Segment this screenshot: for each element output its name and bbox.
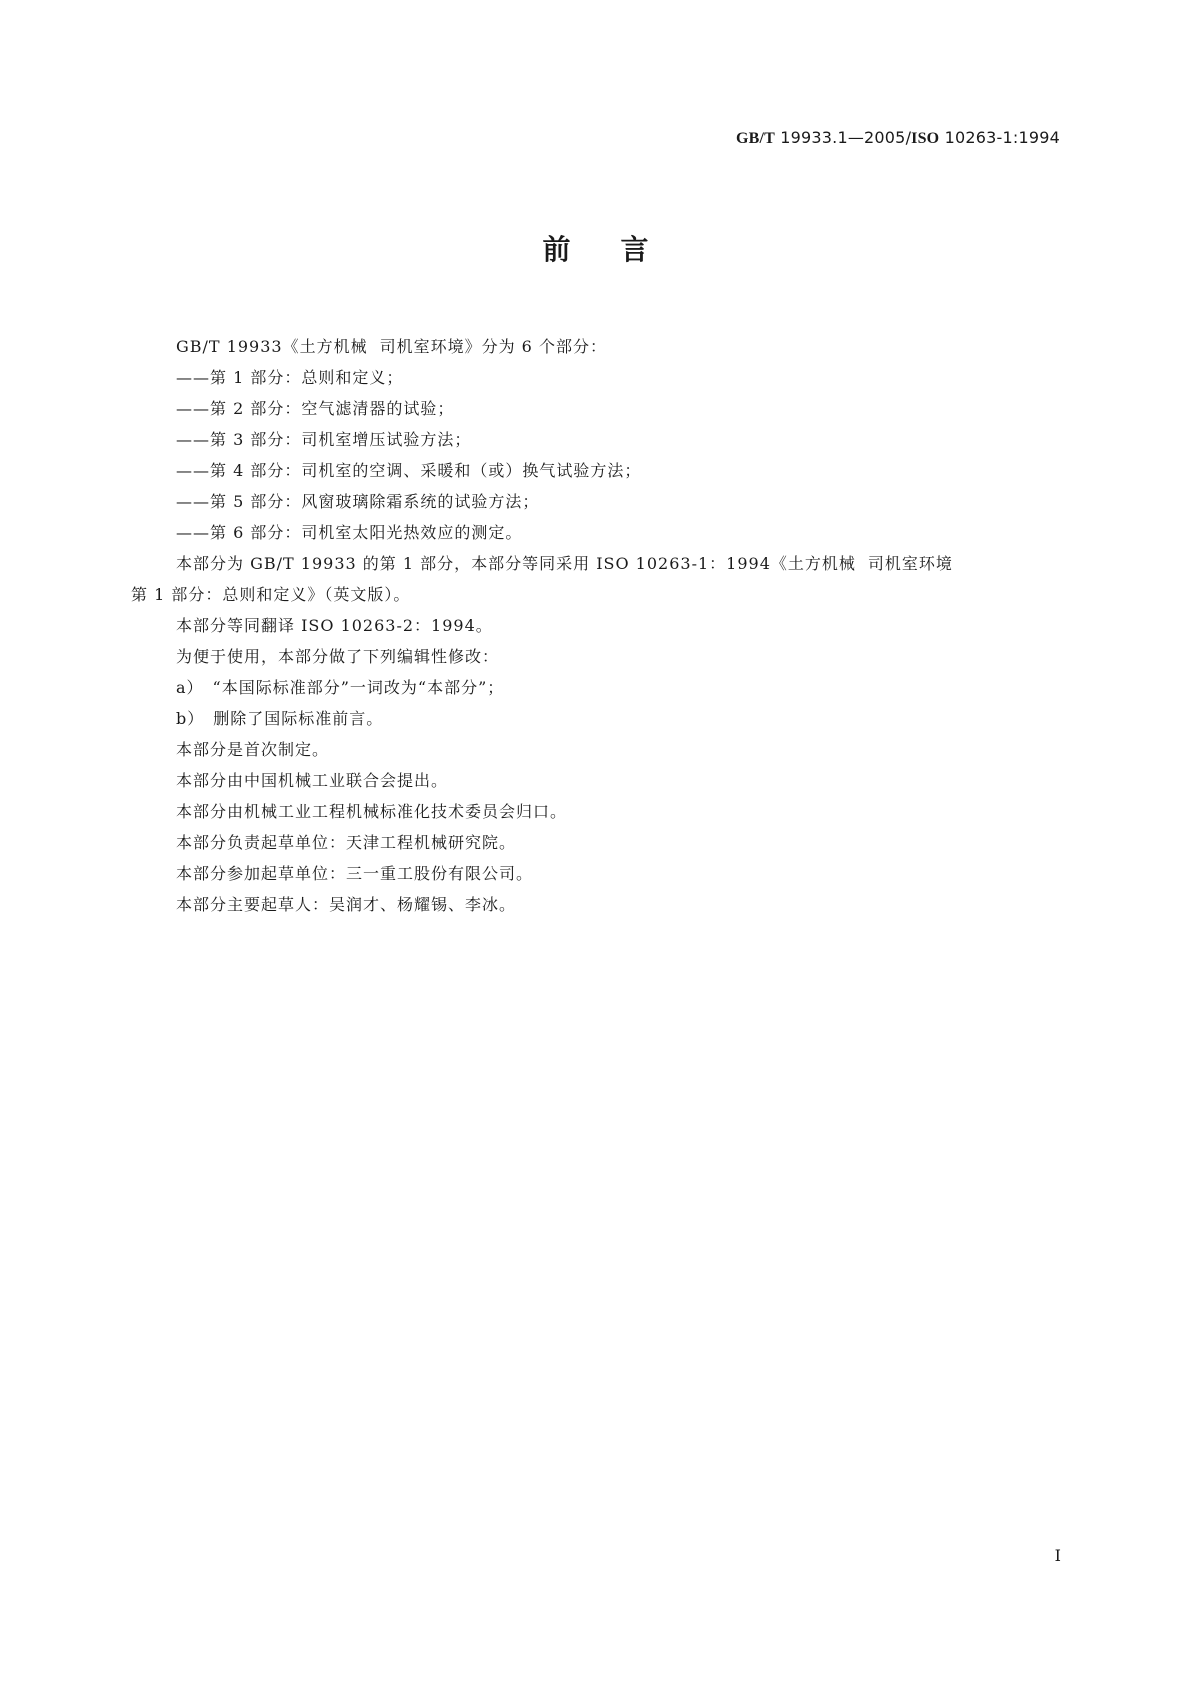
part-list-item: ——第 6 部分：司机室太阳光热效应的测定。 <box>176 523 523 542</box>
standard-prefix: GB/T <box>735 130 775 147</box>
foreword-body <box>131 331 1062 920</box>
edit-intro-paragraph: 为便于使用，本部分做了下列编辑性修改： <box>176 647 500 666</box>
edit-item-b: b） 删除了国际标准前言。 <box>176 709 384 728</box>
adoption-text-b: 司机室环境 <box>867 554 953 573</box>
adoption-paragraph <box>131 548 1062 579</box>
first-edition-paragraph: 本部分是首次制定。 <box>176 740 330 759</box>
translation-paragraph: 本部分等同翻译 ISO 10263-2：1994。 <box>176 616 493 635</box>
adoption-continuation: 第 1 部分：总则和定义》（英文版）。 <box>131 585 411 604</box>
standard-number: 19933.1—2005/ <box>780 128 912 147</box>
edit-item-a: a） “本国际标准部分”一词改为“本部分”； <box>176 678 505 697</box>
centralized-by-paragraph: 本部分由机械工业工程机械标准化技术委员会归口。 <box>176 802 568 821</box>
part-list-item: ——第 3 部分：司机室增压试验方法； <box>176 430 472 449</box>
intro-text-a: GB/T 19933《土方机械 <box>176 337 368 356</box>
iso-number: 10263-1:1994 <box>944 128 1060 147</box>
page-title: 前言 <box>542 233 699 266</box>
standard-header <box>736 128 1060 148</box>
intro-text-b: 司机室环境》分为 6 个部分： <box>379 337 607 356</box>
participating-unit-paragraph: 本部分参加起草单位：三一重工股份有限公司。 <box>176 864 534 883</box>
proposed-by-paragraph: 本部分由中国机械工业联合会提出。 <box>176 771 449 790</box>
drafters-paragraph: 本部分主要起草人：吴润才、杨耀锡、李冰。 <box>176 895 517 914</box>
responsible-unit-paragraph: 本部分负责起草单位：天津工程机械研究院。 <box>176 833 517 852</box>
part-list-item: ——第 2 部分：空气滤清器的试验； <box>176 399 455 418</box>
adoption-text-a: 本部分为 GB/T 19933 的第 1 部分，本部分等同采用 ISO 10263-1：1994《土方机械 <box>176 554 856 573</box>
part-list-item: ——第 5 部分：风窗玻璃除霜系统的试验方法； <box>176 492 540 511</box>
part-list-item: ——第 1 部分：总则和定义； <box>176 368 404 387</box>
part-list-item: ——第 4 部分：司机室的空调、采暖和（或）换气试验方法； <box>176 461 642 480</box>
iso-prefix: ISO <box>911 130 940 147</box>
intro-paragraph <box>131 331 1062 362</box>
page-number: I <box>1054 1546 1061 1565</box>
